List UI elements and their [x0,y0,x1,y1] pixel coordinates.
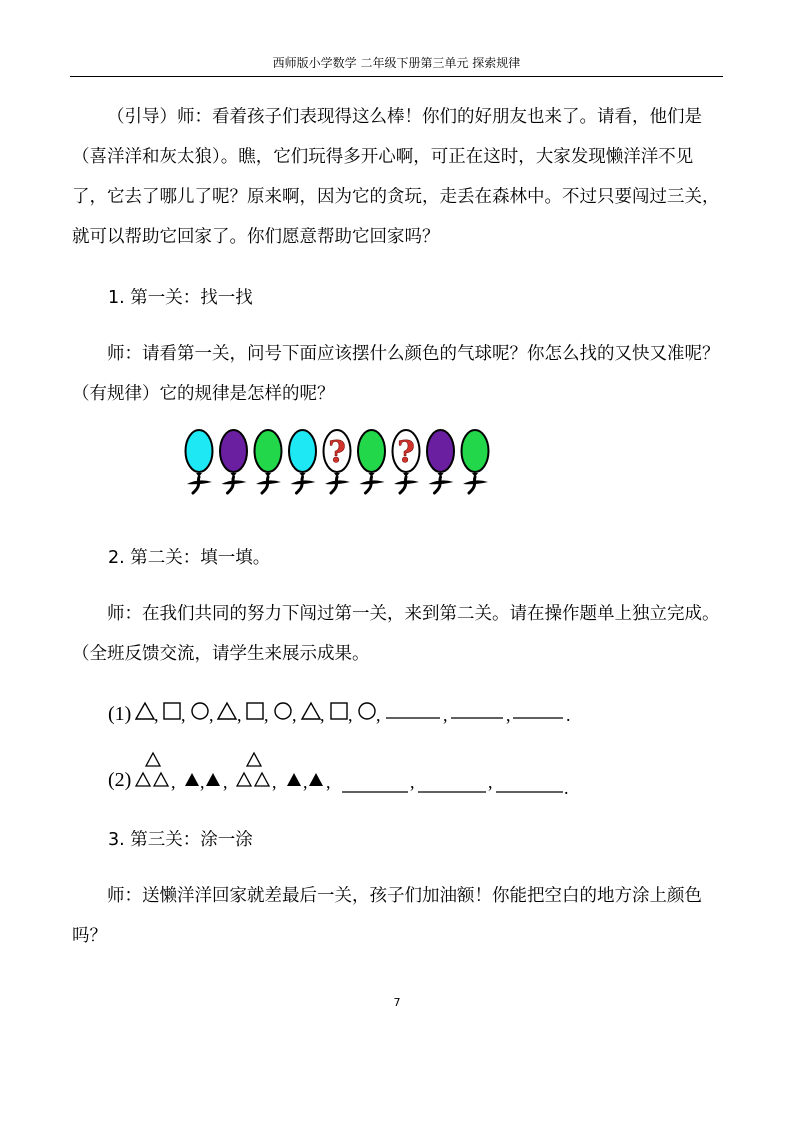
svg-text:,: , [410,772,415,792]
level2-paragraph: 师：在我们共同的努力下闯过第一关，来到第二关。请在操作题单上独立完成。（全班反馈交流，请学生来展示成果。 [72,604,720,664]
triangle-shape [247,753,261,766]
solid-triangle-shape [287,773,301,786]
balloon-green [462,430,489,493]
svg-text:,: , [209,705,214,725]
circle-shape [359,703,375,719]
triangle-shape [255,773,269,786]
triangle-shape [136,703,154,719]
question-mark: ? [397,435,415,470]
svg-text:,: , [181,705,186,725]
svg-text:,: , [237,705,242,725]
circle-shape [192,703,208,719]
pattern-2 [108,748,588,808]
page-number: 7 [393,996,401,1009]
svg-text:,: , [272,772,277,792]
svg-text:,: , [326,772,331,792]
svg-text:,: , [320,705,325,725]
balloon-sequence [182,427,492,499]
circle-shape [275,703,291,719]
level3-paragraph: 师：送懒洋洋回家就差最后一关，孩子们加油额！你能把空白的地方涂上颜色吗？ [72,886,702,946]
triangle-shape [237,773,251,786]
svg-text:.: . [564,778,569,798]
level1-paragraph: 师：请看第一关，问号下面应该摆什么颜色的气球呢？你怎么找的又快又准呢？（有规律）它的规律是怎样的呢？ [72,344,720,404]
svg-text:,: , [348,705,353,725]
square-shape [164,703,180,719]
triangle-shape [218,703,236,719]
level2-heading: 2. 第二关：填一填。 [108,548,271,568]
pattern-2-label: (2) [108,769,132,791]
svg-text:,: , [292,705,297,725]
balloon-cyan [186,430,213,493]
svg-text:,: , [506,705,511,725]
page-header [70,54,723,77]
question-balloon [324,430,351,493]
level1-heading: 1. 第一关：找一找 [108,288,253,308]
triangle-shape [154,773,168,786]
svg-text:,: , [303,772,308,792]
balloon-cyan [289,430,316,493]
square-shape [331,703,347,719]
intro-paragraph: （引导）师：看着孩子们表现得这么棒！你们的好朋友也来了。请看，他们是（喜洋洋和灰太狼）。瞧，它们玩得多开心啊，可正在这时，大家发现懒洋洋不见了，它去了哪儿了呢？原来啊，因为它的贪玩，走丢在森林中。不过只要闯过三关，就可以帮助它回家了。你们愿意帮助它回家吗？ [72,107,720,247]
svg-text:,: , [171,772,176,792]
balloon-purple [220,430,247,493]
solid-triangle-shape [206,773,220,786]
svg-text:,: , [223,772,228,792]
svg-text:,: , [488,772,493,792]
square-shape [247,703,263,719]
pattern-1-label: (1) [108,703,132,725]
triangle-shape [146,753,160,766]
level3-heading: 3. 第三关：涂一涂 [108,830,253,850]
solid-triangle-shape [185,773,199,786]
pattern-1 [108,690,588,750]
svg-text:.: . [566,705,571,725]
question-balloon [393,430,420,493]
svg-text:,: , [443,705,448,725]
triangle-shape [302,703,320,719]
balloon-green [358,430,385,493]
balloon-green [255,430,282,493]
svg-text:,: , [264,705,269,725]
header-title: 西师版小学数学 二年级下册第三单元 探索规律 [272,56,521,70]
question-mark: ? [328,435,346,470]
svg-text:,: , [376,705,381,725]
balloon-purple [427,430,454,493]
triangle-shape [136,773,150,786]
solid-triangle-shape [309,773,323,786]
svg-text:,: , [154,705,159,725]
svg-text:,: , [200,772,205,792]
